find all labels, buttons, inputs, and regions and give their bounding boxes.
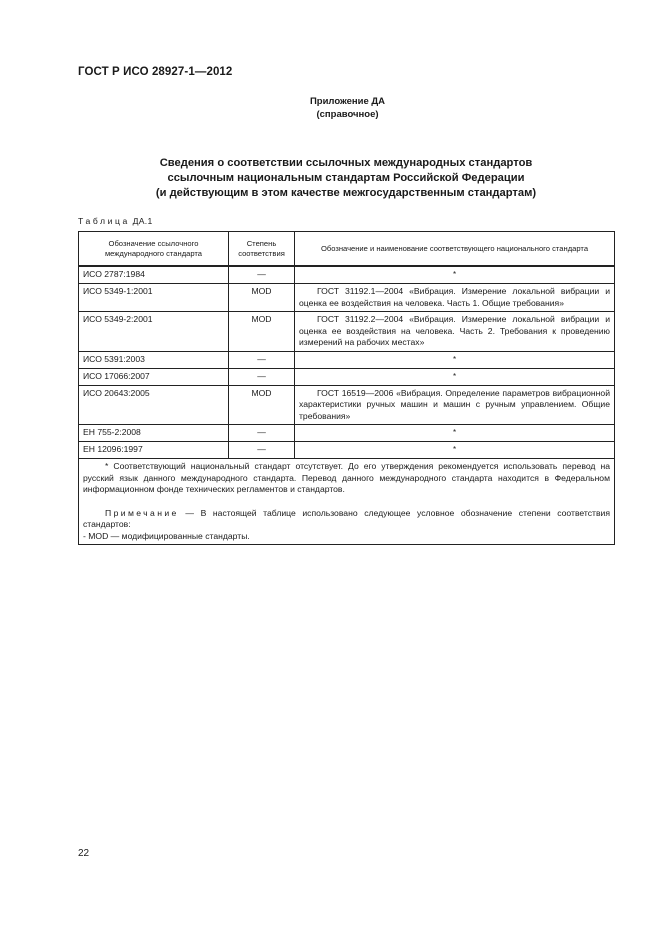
cell-degree: —	[229, 351, 295, 368]
note-item-text: - MOD — модифицированные стандарты.	[83, 530, 250, 541]
annex-block	[0, 95, 661, 121]
cell-intl: ЕН 12096:1997	[79, 442, 229, 459]
table-header-row	[79, 232, 615, 267]
note-text: — В настоящей таблице использовано следующее условное обозначение степени соответствия стандартов:	[83, 507, 611, 529]
cell-degree: MOD	[229, 284, 295, 312]
cell-intl: ИСО 5349-1:2001	[79, 284, 229, 312]
cell-degree: —	[229, 266, 295, 284]
footnote-text: * Соответствующий национальный стандарт отсутствует. До его утверждения рекомендуется использовать перевод на русский язык данного международного стандарта. Перевод данного международного стандарта находится в Федеральном информационном фонде технических регламентов и стандартов.	[83, 461, 610, 494]
table-notes	[79, 459, 615, 545]
cell-intl: ЕН 755-2:2008	[79, 425, 229, 442]
cell-national-text: ГОСТ 31192.1—2004 «Вибрация. Измерение локальной вибрации и оценка ее воздействия на человека. Часть 1. Общие требования»	[299, 286, 610, 308]
cell-national: *	[295, 442, 615, 459]
heading-line-3: (и действующим в этом качестве межгосударственным стандартам)	[155, 187, 537, 199]
column-header-intl: Обозначение ссылочного международного стандарта	[79, 232, 229, 267]
column-header-degree: Степень соответствия	[229, 232, 295, 267]
cell-national-text: ГОСТ 31192.2—2004 «Вибрация. Измерение локальной вибрации и оценка ее воздействия на человека. Часть 2. Требования к проведению измерений на рабочих местах»	[299, 314, 610, 347]
note-item	[83, 531, 610, 543]
column-header-national: Обозначение и наименование соответствующего национального стандарта	[295, 232, 615, 267]
cell-degree: —	[229, 368, 295, 385]
cell-national-text: ГОСТ 16519—2006 «Вибрация. Определение параметров вибрационной характеристики ручных машин и машин с ручным управлением. Общие требования»	[299, 387, 610, 421]
correspondence-table	[78, 231, 615, 545]
heading-line-1: Сведения о соответствии ссылочных международных стандартов	[159, 157, 533, 169]
table-row	[79, 442, 615, 459]
cell-degree: MOD	[229, 312, 295, 352]
table-row	[79, 351, 615, 368]
table-row	[79, 385, 615, 425]
cell-intl: ИСО 5349-2:2001	[79, 312, 229, 352]
table-caption-number: ДА.1	[132, 216, 153, 226]
table-row	[79, 425, 615, 442]
table-caption-label: Таблица	[78, 216, 130, 226]
cell-degree: —	[229, 425, 295, 442]
heading-line-2: ссылочным национальным стандартам Российской Федерации	[167, 172, 525, 184]
cell-national	[295, 385, 615, 425]
cell-degree: —	[229, 442, 295, 459]
section-heading	[78, 156, 614, 201]
cell-intl: ИСО 20643:2005	[79, 385, 229, 425]
annex-subtitle: (справочное)	[316, 109, 379, 120]
table-row	[79, 368, 615, 385]
cell-intl: ИСО 5391:2003	[79, 351, 229, 368]
cell-national: *	[295, 368, 615, 385]
note-label: Примечание	[105, 507, 179, 518]
table-notes-row	[79, 459, 615, 545]
table-caption	[78, 216, 153, 226]
cell-national: *	[295, 351, 615, 368]
cell-national: *	[295, 266, 615, 284]
annex-title: Приложение ДА	[309, 96, 386, 107]
cell-national	[295, 312, 615, 352]
cell-intl: ИСО 2787:1984	[79, 266, 229, 284]
table-row	[79, 284, 615, 312]
cell-national: *	[295, 425, 615, 442]
cell-degree: MOD	[229, 385, 295, 425]
cell-intl: ИСО 17066:2007	[79, 368, 229, 385]
table-row	[79, 312, 615, 352]
document-code: ГОСТ Р ИСО 28927-1—2012	[78, 66, 233, 78]
note	[83, 508, 610, 531]
table-row	[79, 266, 615, 284]
footnote	[83, 461, 610, 496]
page-number: 22	[78, 848, 90, 859]
cell-national	[295, 284, 615, 312]
